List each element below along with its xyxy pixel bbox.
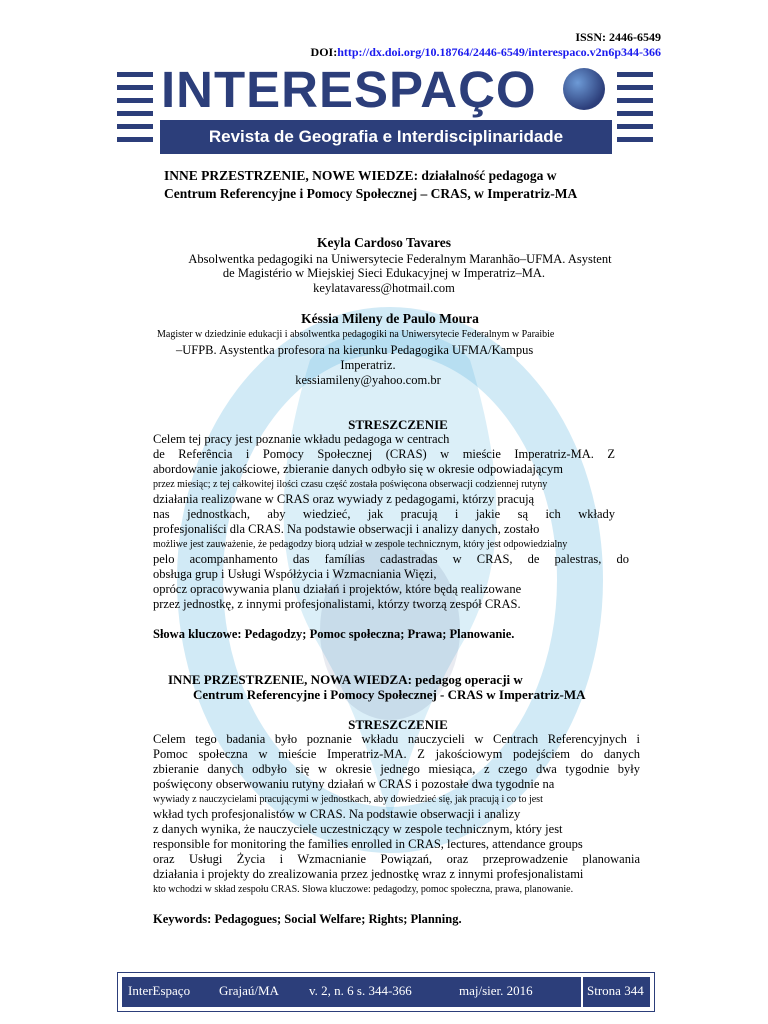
abstract-2-line: poświęcony obserwowaniu rutyny działań w CRAS i pozostałe dwa tygodnie na <box>153 777 555 791</box>
abstract-2-line: działania i projekty do zrealizowania przez jednostkę wraz z innymi profesjonalistami <box>153 867 584 881</box>
abstract-2-line: z danych wynika, że nauczyciele uczestniczący w zespole technicznym, który jest <box>153 822 563 836</box>
doi-prefix: DOI: <box>310 45 338 59</box>
footer-location: Grajaú/MA <box>219 983 279 998</box>
author-1-name: Keyla Cardoso Tavares <box>316 235 451 250</box>
author-2-affiliation-line-3: Imperatriz. <box>340 358 396 372</box>
article-title-line-1: INNE PRZESTRZENIE, NOWE WIEDZE: działalność pedagoga w <box>164 168 557 183</box>
masthead-stripes-left <box>117 72 153 150</box>
abstract-1-heading: STRESZCZENIE <box>348 417 448 432</box>
page-footer <box>117 972 655 1012</box>
footer-volume: v. 2, n. 6 s. 344-366 <box>309 983 412 998</box>
abstract-1-line: profesjonaliści dla CRAS. Na podstawie obserwacji i analizy danych, zostało <box>153 522 540 536</box>
translated-title-line-1: INNE PRZESTRZENIE, NOWA WIEDZA: pedagog operacji w <box>168 672 523 687</box>
journal-masthead <box>117 61 653 158</box>
globe-icon <box>563 68 605 110</box>
journal-logo-text: INTERESPAÇO <box>161 61 537 118</box>
abstract-1-line: pelo acompanhamento das famílias cadastradas w CRAS, de palestras, do <box>153 552 629 566</box>
abstract-1-line: przez miesiąc; z tej całkowitej ilości czasu część została poświęcona obserwacji codziennej rutyny <box>153 479 548 490</box>
author-1-affiliation-line-1: Absolwentka pedagogiki na Uniwersytecie Federalnym Maranhão–UFMA. Asystent <box>188 252 612 266</box>
author-2-name: Késsia Mileny de Paulo Moura <box>301 311 479 326</box>
issn-label: ISSN: 2446-6549 <box>575 30 661 44</box>
abstract-1-keywords: Słowa kluczowe: Pedagodzy; Pomoc społeczna; Prawa; Planowanie. <box>153 627 515 641</box>
journal-subtitle: Revista de Geografia e Interdisciplinaridade <box>160 120 612 154</box>
author-1-affiliation-line-2: de Magistério w Miejskiej Sieci Edukacyjnej w Imperatriz–MA. <box>222 266 546 280</box>
author-2-affiliation-line-2: –UFPB. Asystentka profesora na kierunku Pedagogika UFMA/Kampus <box>176 343 534 357</box>
abstract-2-line: Pomoc społeczna w mieście Imperatriz-MA. Z jakościowym podejściem do danych <box>153 747 640 761</box>
abstract-1-line: de Referência i Pomocy Społecznej (CRAS) w mieście Imperatriz-MA. Z <box>153 447 615 461</box>
author-2-email: kessiamileny@yahoo.com.br <box>295 373 441 387</box>
abstract-2-keywords: Keywords: Pedagogues; Social Welfare; Rights; Planning. <box>153 912 462 926</box>
abstract-2-line: wywiady z nauczycielami pracującymi w jednostkach, aby dowiedzieć się, jak pracują i co to jest <box>153 794 543 805</box>
abstract-2-line: oraz Usługi Życia i Wzmacnianie Powiązań, oraz przeprowadzenie planowania <box>153 852 640 866</box>
footer-journal: InterEspaço <box>128 983 191 998</box>
footer-date: maj/sier. 2016 <box>459 983 533 998</box>
abstract-1-line: abordowanie jakościowe, zbieranie danych odbyło się w okresie odpowiadającym <box>153 462 563 476</box>
abstract-1-line: przez jednostkę, z innymi profesjonalistami, którzy tworzą zespół CRAS. <box>153 597 521 611</box>
abstract-1-line: obsługa grup i Usługi Współżycia i Wzmacniania Więzi, <box>153 567 437 581</box>
abstract-1-line: Celem tej pracy jest poznanie wkładu pedagoga w centrach <box>153 432 450 446</box>
abstract-1-line: oprócz opracowywania planu działań i projektów, które będą realizowane <box>153 582 522 596</box>
abstract-2-line: responsible for monitoring the families enrolled in CRAS, lectures, attendance groups <box>153 837 583 851</box>
masthead-stripes-right <box>617 72 653 150</box>
author-2-affiliation-line-1: Magister w dziedzinie edukacji i absolwentka pedagogiki na Uniwersytecie Federalnym w Paraibie <box>157 329 555 340</box>
abstract-2-heading: STRESZCZENIE <box>348 717 448 732</box>
footer-bar <box>122 977 650 1007</box>
article-title-line-2: Centrum Referencyjne i Pomocy Społecznej – CRAS, w Imperatriz-MA <box>164 186 578 201</box>
doi-link[interactable]: http://dx.doi.org/10.18764/2446-6549/interespaco.v2n6p344-366 <box>337 45 661 59</box>
abstract-2-line: zbieranie danych odbyło się w okresie jednego miesiąca, z czego dwa tygodnie były <box>153 762 640 776</box>
abstract-2-line: wkład tych profesjonalistów w CRAS. Na podstawie obserwacji i analizy <box>153 807 521 821</box>
abstract-1-line: możliwe jest zauważenie, że pedagodzy biorą udział w zespole technicznym, który jest odpowiedzialny <box>153 539 568 550</box>
translated-title-line-2: Centrum Referencyjne i Pomocy Społecznej - CRAS w Imperatriz-MA <box>193 687 586 702</box>
author-1-email: keylatavaress@hotmail.com <box>313 281 455 295</box>
abstract-1-line: nas jednostkach, aby wiedzieć, jak pracują i jakie są ich wkłady <box>153 507 615 521</box>
footer-divider <box>581 977 583 1007</box>
abstract-1-line: działania realizowane w CRAS oraz wywiady z pedagogami, którzy pracują <box>153 492 535 506</box>
abstract-2-line: kto wchodzi w skład zespołu CRAS. Słowa kluczowe: pedagodzy, pomoc społeczna, prawa, planowanie. <box>153 884 574 895</box>
abstract-2-line: Celem tego badania było poznanie wkładu nauczycieli w Centrach Referencyjnych i <box>153 732 640 746</box>
doi-line <box>311 45 661 60</box>
footer-page-number: Strona 344 <box>587 983 644 998</box>
